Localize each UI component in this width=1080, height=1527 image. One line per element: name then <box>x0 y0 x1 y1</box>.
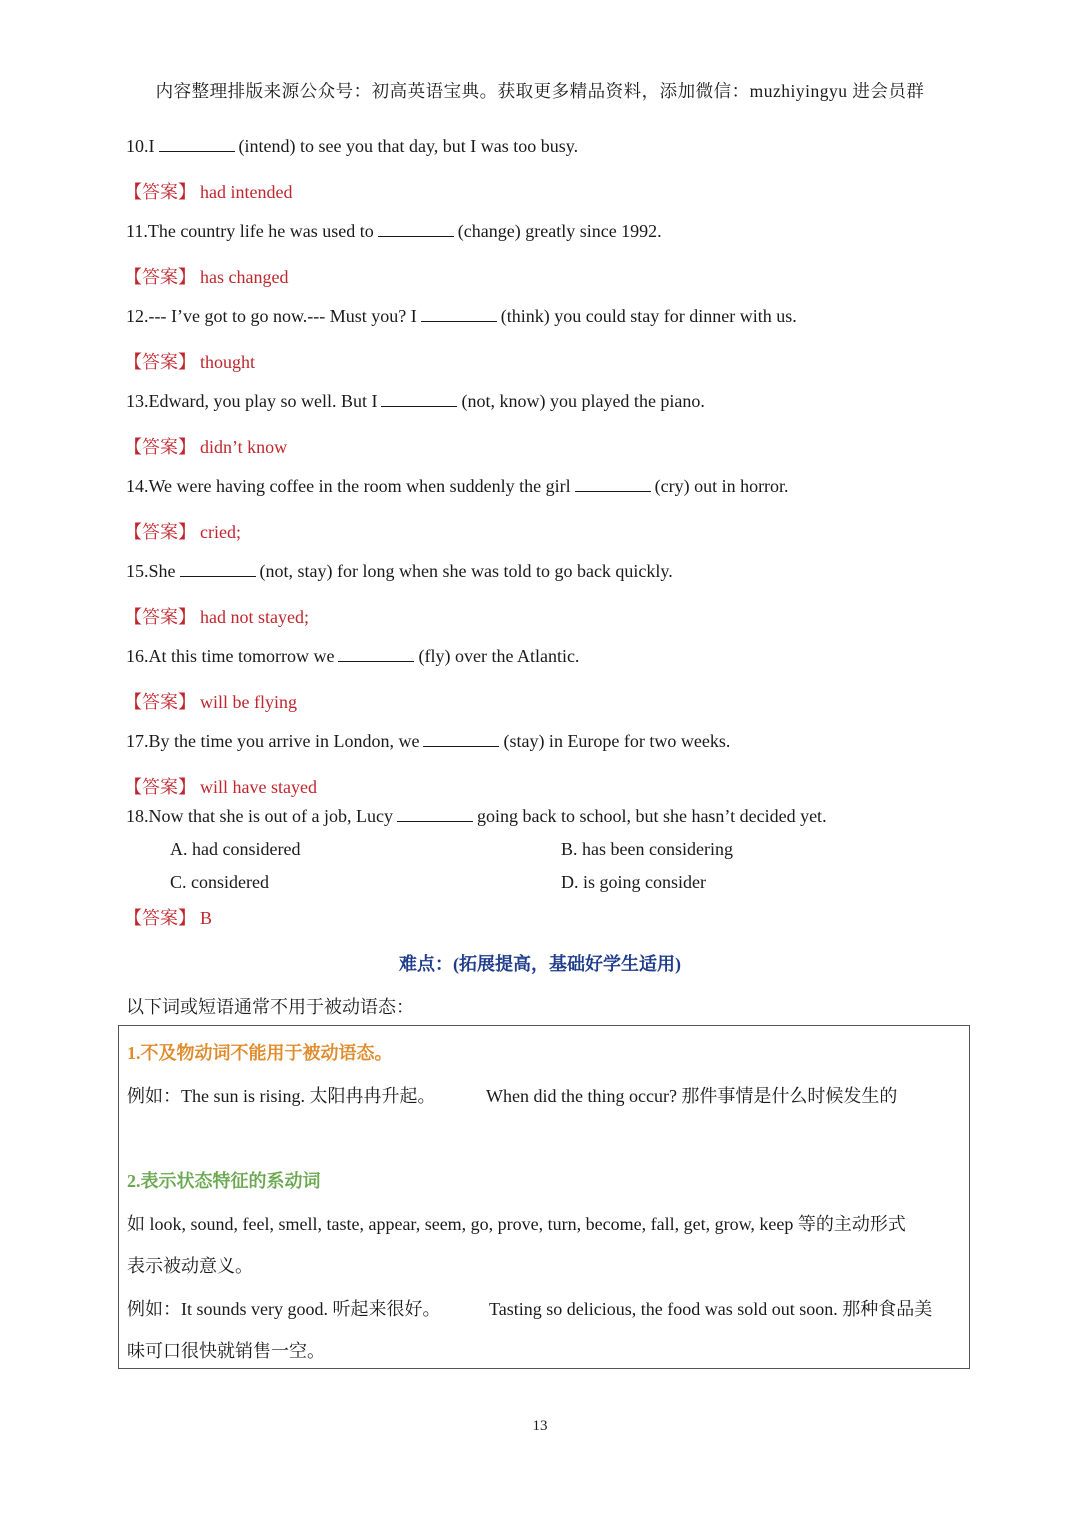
question-13: 13.Edward, you play so well. But I (not, know) you played the piano. <box>126 391 705 411</box>
answer-blank <box>159 136 235 152</box>
question-10: 10.I (intend) to see you that day, but I was too busy. <box>126 136 579 156</box>
note-example-2a: 例如：It sounds very good. 听起来很好。 <box>127 1299 441 1319</box>
answer-blank <box>378 221 454 237</box>
answer-17: 【答案】 will have stayed <box>124 777 317 797</box>
answer-11: 【答案】 has changed <box>124 267 289 287</box>
page-header: 内容整理排版来源公众号：初高英语宝典。获取更多精品资料，添加微信：muzhiyingyu 进会员群 <box>155 81 925 101</box>
answer-blank <box>575 476 651 492</box>
question-16: 16.At this time tomorrow we (fly) over the Atlantic. <box>126 646 580 666</box>
grammar-note-box <box>118 1025 970 1369</box>
note-example-1b: When did the thing occur? 那件事情是什么时候发生的 <box>486 1086 898 1106</box>
option-b: B. has been considering <box>561 839 733 859</box>
page-number: 13 <box>532 1418 548 1434</box>
option-d: D. is going consider <box>561 872 706 892</box>
question-15: 15.She (not, stay) for long when she was told to go back quickly. <box>126 561 673 581</box>
answer-13: 【答案】 didn’t know <box>124 437 288 457</box>
answer-blank <box>180 561 256 577</box>
note-heading-1: 1.不及物动词不能用于被动语态。 <box>127 1043 393 1063</box>
intro-text: 以下词或短语通常不用于被动语态： <box>126 997 414 1017</box>
note-heading-2: 2.表示状态特征的系动词 <box>127 1171 321 1191</box>
answer-blank <box>421 306 497 322</box>
answer-blank <box>397 806 473 822</box>
answer-blank <box>381 391 457 407</box>
difficulty-heading: 难点：(拓展提高，基础好学生适用) <box>399 954 681 974</box>
answer-blank <box>338 646 414 662</box>
answer-12: 【答案】 thought <box>124 352 256 372</box>
question-17: 17.By the time you arrive in London, we (stay) in Europe for two weeks. <box>126 731 731 751</box>
answer-16: 【答案】 will be flying <box>124 692 297 712</box>
note-example-2b: Tasting so delicious, the food was sold out soon. 那种食品美 <box>489 1299 933 1319</box>
option-a: A. had considered <box>170 839 301 859</box>
question-18: 18.Now that she is out of a job, Lucy going back to school, but she hasn’t decided yet. <box>126 806 827 826</box>
answer-18: 【答案】 B <box>124 908 213 928</box>
note-example-1a: 例如：The sun is rising. 太阳冉冉升起。 <box>127 1086 436 1106</box>
question-12: 12.--- I’ve got to go now.--- Must you? I (think) you could stay for dinner with us. <box>126 306 797 326</box>
answer-15: 【答案】 had not stayed; <box>124 607 309 627</box>
answer-blank <box>423 731 499 747</box>
note-paragraph-2a: 如 look, sound, feel, smell, taste, appear, seem, go, prove, turn, become, fall, get, grow, keep 等的主动形式 <box>127 1214 906 1234</box>
answer-10: 【答案】 had intended <box>124 182 293 202</box>
question-14: 14.We were having coffee in the room when suddenly the girl (cry) out in horror. <box>126 476 789 496</box>
note-paragraph-2b: 表示被动意义。 <box>127 1256 253 1276</box>
option-c: C. considered <box>170 872 269 892</box>
note-example-2c: 味可口很快就销售一空。 <box>127 1341 325 1361</box>
question-11: 11.The country life he was used to (change) greatly since 1992. <box>126 221 662 241</box>
answer-14: 【答案】 cried; <box>124 522 241 542</box>
